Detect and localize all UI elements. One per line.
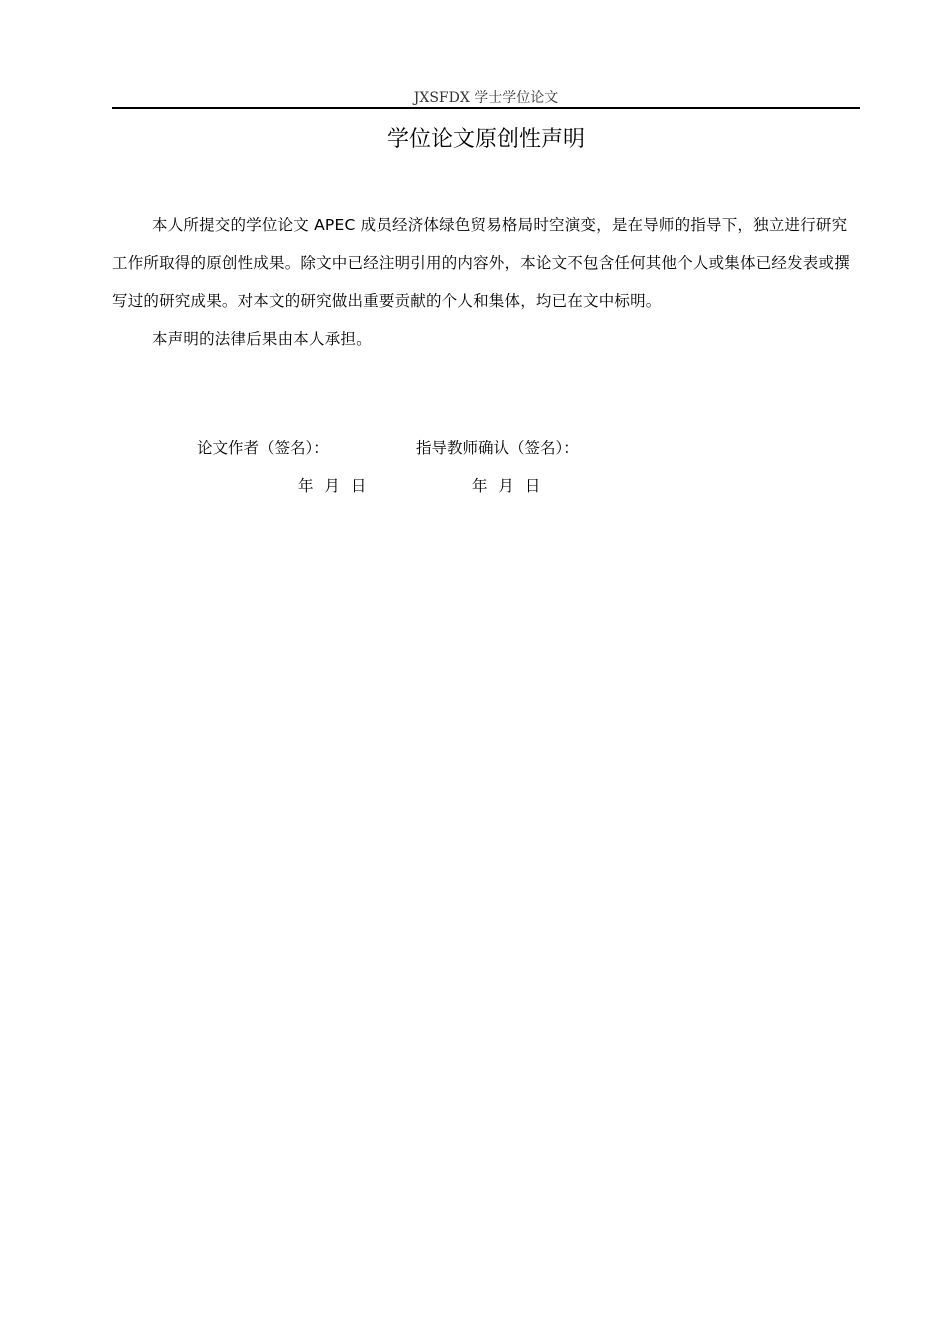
running-header: JXSFDX 学士学位论文 <box>413 90 559 106</box>
advisor-signature-label: 指导教师确认（签名）： <box>416 439 579 457</box>
author-signature-label: 论文作者（签名）： <box>197 439 329 457</box>
declaration-paragraph: 本人所提交的学位论文 APEC 成员经济体绿色贸易格局时空演变，是在导师的指导下，独立进行研究工作所取得的原创性成果。除文中已经注明引用的内容外，本论文不包含任何其他个人或集体已经发表或撰写过的研究成果。对本文的研究做出重要贡献的个人和集体，均已在文中标明。 <box>112 216 850 310</box>
advisor-date-line: 年 月 日 <box>472 477 541 495</box>
author-date-line: 年 月 日 <box>298 477 367 495</box>
liability-paragraph: 本声明的法律后果由本人承担。 <box>152 330 372 348</box>
page-title: 学位论文原创性声明 <box>386 127 585 152</box>
header-rule <box>112 107 860 109</box>
